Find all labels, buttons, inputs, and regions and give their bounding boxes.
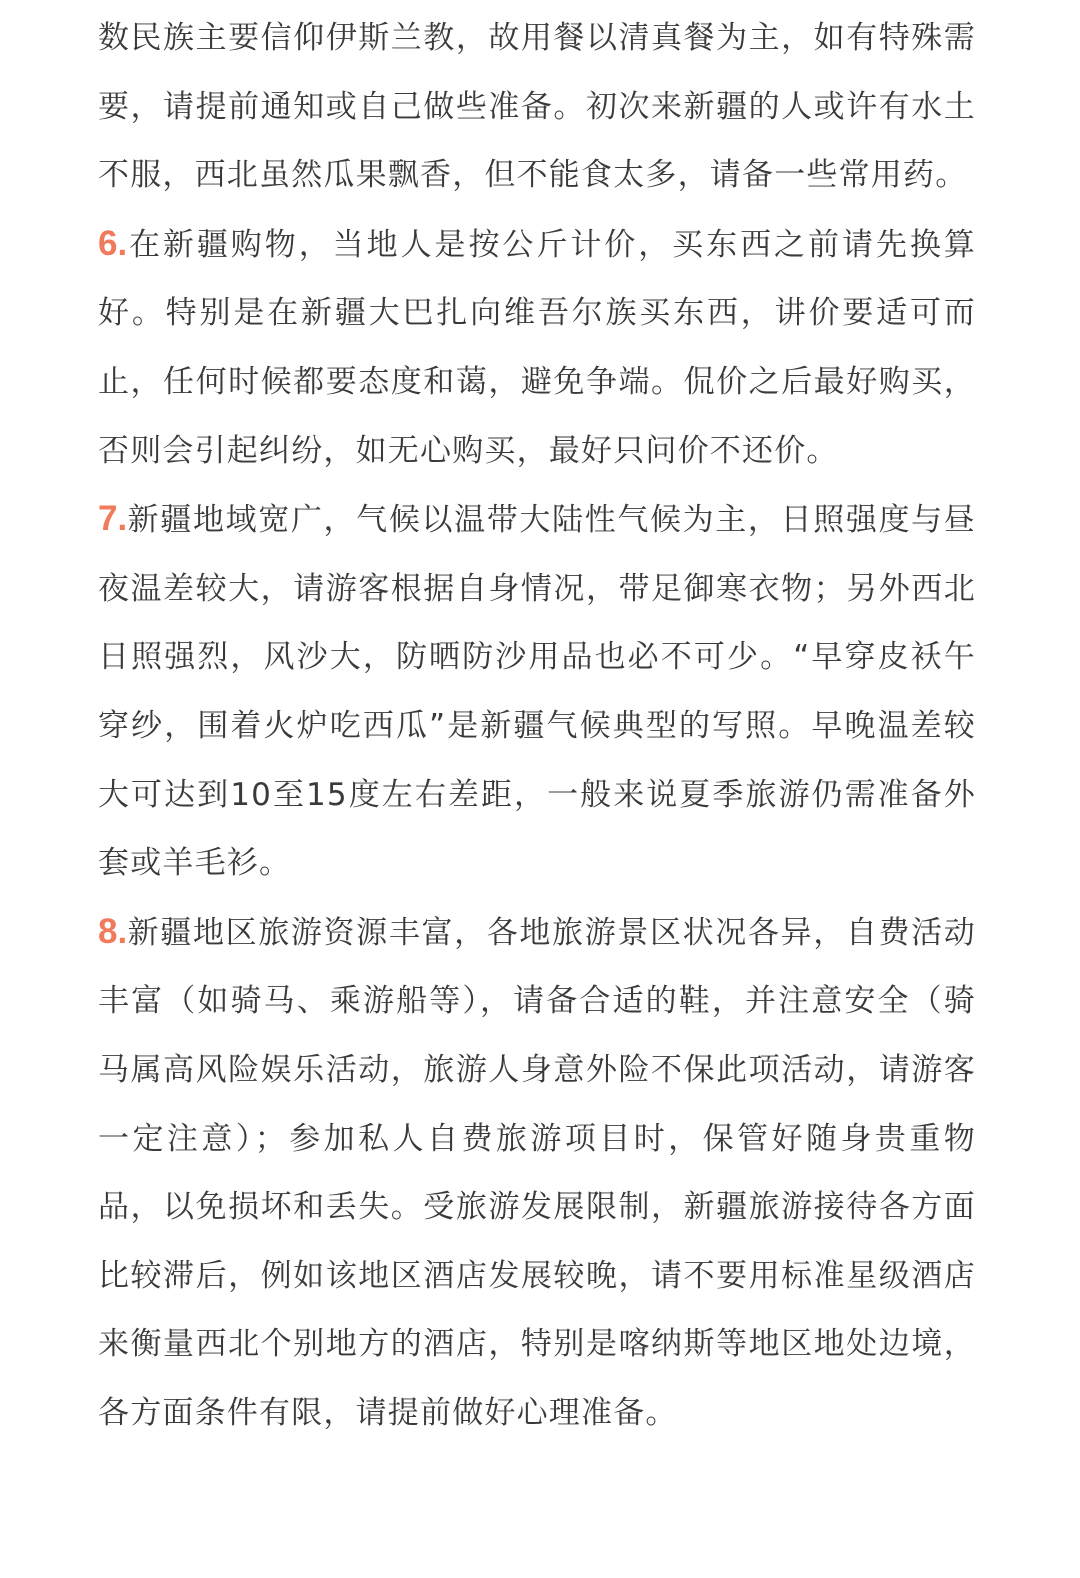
item-number: 8. [98, 911, 128, 951]
item-number: 6. [98, 223, 128, 263]
item-number: 7. [98, 499, 128, 539]
paragraph-text: 新疆地域宽广，气候以温带大陆性气候为主，日照强度与昼夜温差较大，请游客根据自身情况，带足御寒衣物；另外西北日照强烈，风沙大，防晒防沙用品也必不可少。“早穿皮袄午穿纱，围着火炉吃西瓜”是新疆气候典型的写照。早晚温差较大可达到10至15度左右差距，一般来说夏季旅游仍需准备外套或羊毛衫。 [98, 502, 976, 882]
paragraph-text: 新疆地区旅游资源丰富，各地旅游景区状况各异，自费活动丰富（如骑马、乘游船等），请备合适的鞋，并注意安全（骑马属高风险娱乐活动，旅游人身意外险不保此项活动，请游客一定注意）；参加私人自费旅游项目时，保管好随身贵重物品，以免损坏和丢失。受旅游发展限制，新疆旅游接待各方面比较滞后，例如该地区酒店发展较晚，请不要用标准星级酒店来衡量西北个别地方的酒店，特别是喀纳斯等地区地处边境，各方面条件有限，请提前做好心理准备。 [98, 914, 976, 1431]
paragraph-item-7 [98, 485, 976, 898]
paragraph-continued [98, 4, 976, 210]
paragraph-item-8 [98, 898, 976, 1448]
paragraph-text: 在新疆购物，当地人是按公斤计价，买东西之前请先换算好。特别是在新疆大巴扎向维吾尔族买东西，讲价要适可而止，任何时候都要态度和蔼，避免争端。侃价之后最好购买，否则会引起纠纷，如无心购买，最好只问价不还价。 [98, 226, 976, 469]
paragraph-text: 数民族主要信仰伊斯兰教，故用餐以清真餐为主，如有特殊需要，请提前通知或自己做些准备。初次来新疆的人或许有水土不服，西北虽然瓜果飘香，但不能食太多，请备一些常用药。 [98, 20, 976, 194]
article-body [98, 4, 976, 1447]
paragraph-item-6 [98, 210, 976, 485]
